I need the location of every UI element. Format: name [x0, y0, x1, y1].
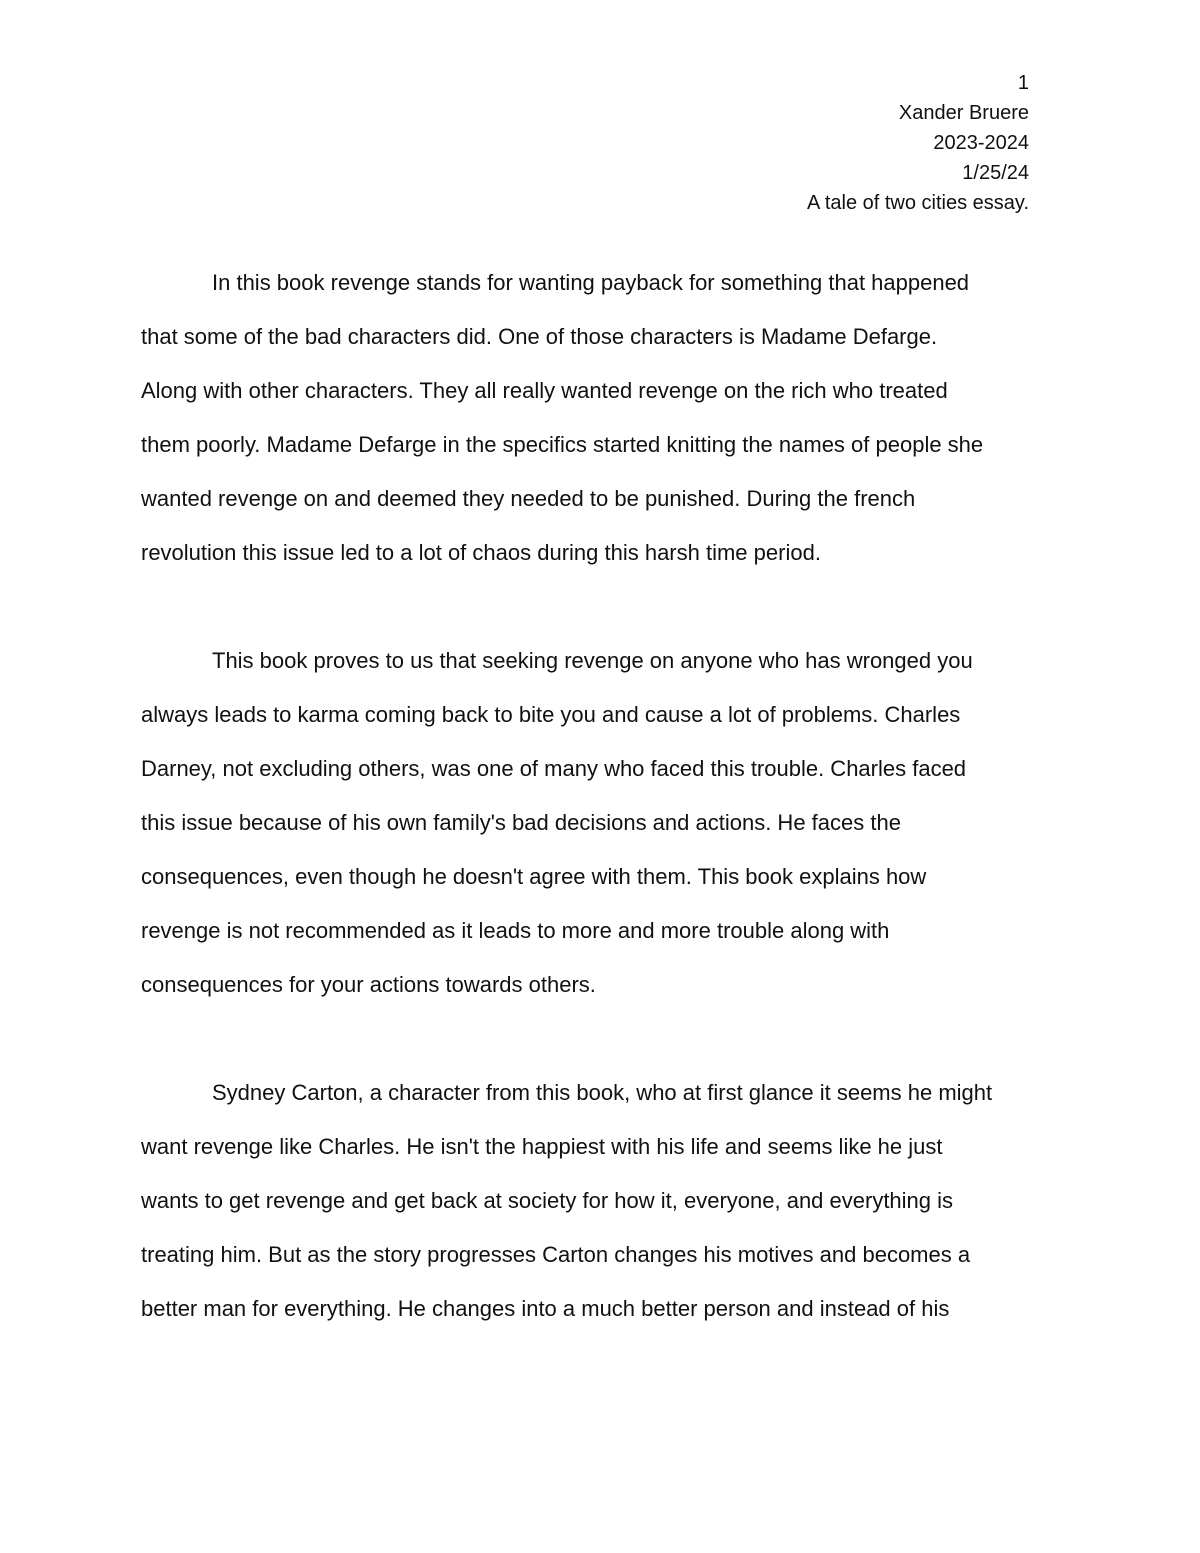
paragraph-line: treating him. But as the story progresses Carton changes his motives and becomes a	[141, 1242, 971, 1267]
paragraph-line: want revenge like Charles. He isn't the happiest with his life and seems like he just	[141, 1134, 943, 1159]
essay-date: 1/25/24	[962, 162, 1029, 184]
author-name: Xander Bruere	[898, 102, 1029, 124]
paragraph-line: Along with other characters. They all really wanted revenge on the rich who treated	[141, 378, 948, 403]
paragraph-line: this issue because of his own family's bad decisions and actions. He faces the	[141, 810, 901, 835]
paragraph-line: In this book revenge stands for wanting payback for something that happened	[212, 270, 970, 295]
school-year: 2023-2024	[933, 132, 1029, 154]
paragraph-line: revolution this issue led to a lot of chaos during this harsh time period.	[141, 540, 821, 565]
page-number: 1	[1017, 72, 1029, 94]
paragraph-line: This book proves to us that seeking revenge on anyone who has wronged you	[212, 648, 973, 673]
paragraph-line: wants to get revenge and get back at society for how it, everyone, and everything is	[141, 1188, 954, 1213]
paragraph-line: Darney, not excluding others, was one of many who faced this trouble. Charles faced	[141, 756, 967, 781]
paragraph-line: them poorly. Madame Defarge in the specifics started knitting the names of people she	[141, 432, 984, 457]
paragraph-line: always leads to karma coming back to bite you and cause a lot of problems. Charles	[141, 702, 961, 727]
paragraph-2	[141, 634, 1061, 1012]
paragraph-3	[141, 1066, 1061, 1336]
essay-title: A tale of two cities essay.	[807, 192, 1029, 214]
paragraph-line: consequences, even though he doesn't agree with them. This book explains how	[141, 864, 927, 889]
essay-body	[141, 256, 1061, 1390]
paragraph-line: revenge is not recommended as it leads to more and more trouble along with	[141, 918, 890, 943]
paragraph-line: consequences for your actions towards others.	[141, 972, 596, 997]
page-header	[807, 68, 1029, 218]
paragraph-line: wanted revenge on and deemed they needed to be punished. During the french	[141, 486, 916, 511]
paragraph-1	[141, 256, 1061, 580]
paragraph-line: Sydney Carton, a character from this book, who at first glance it seems he might	[212, 1080, 993, 1105]
paragraph-line: better man for everything. He changes into a much better person and instead of his	[141, 1296, 950, 1321]
paragraph-line: that some of the bad characters did. One of those characters is Madame Defarge.	[141, 324, 938, 349]
